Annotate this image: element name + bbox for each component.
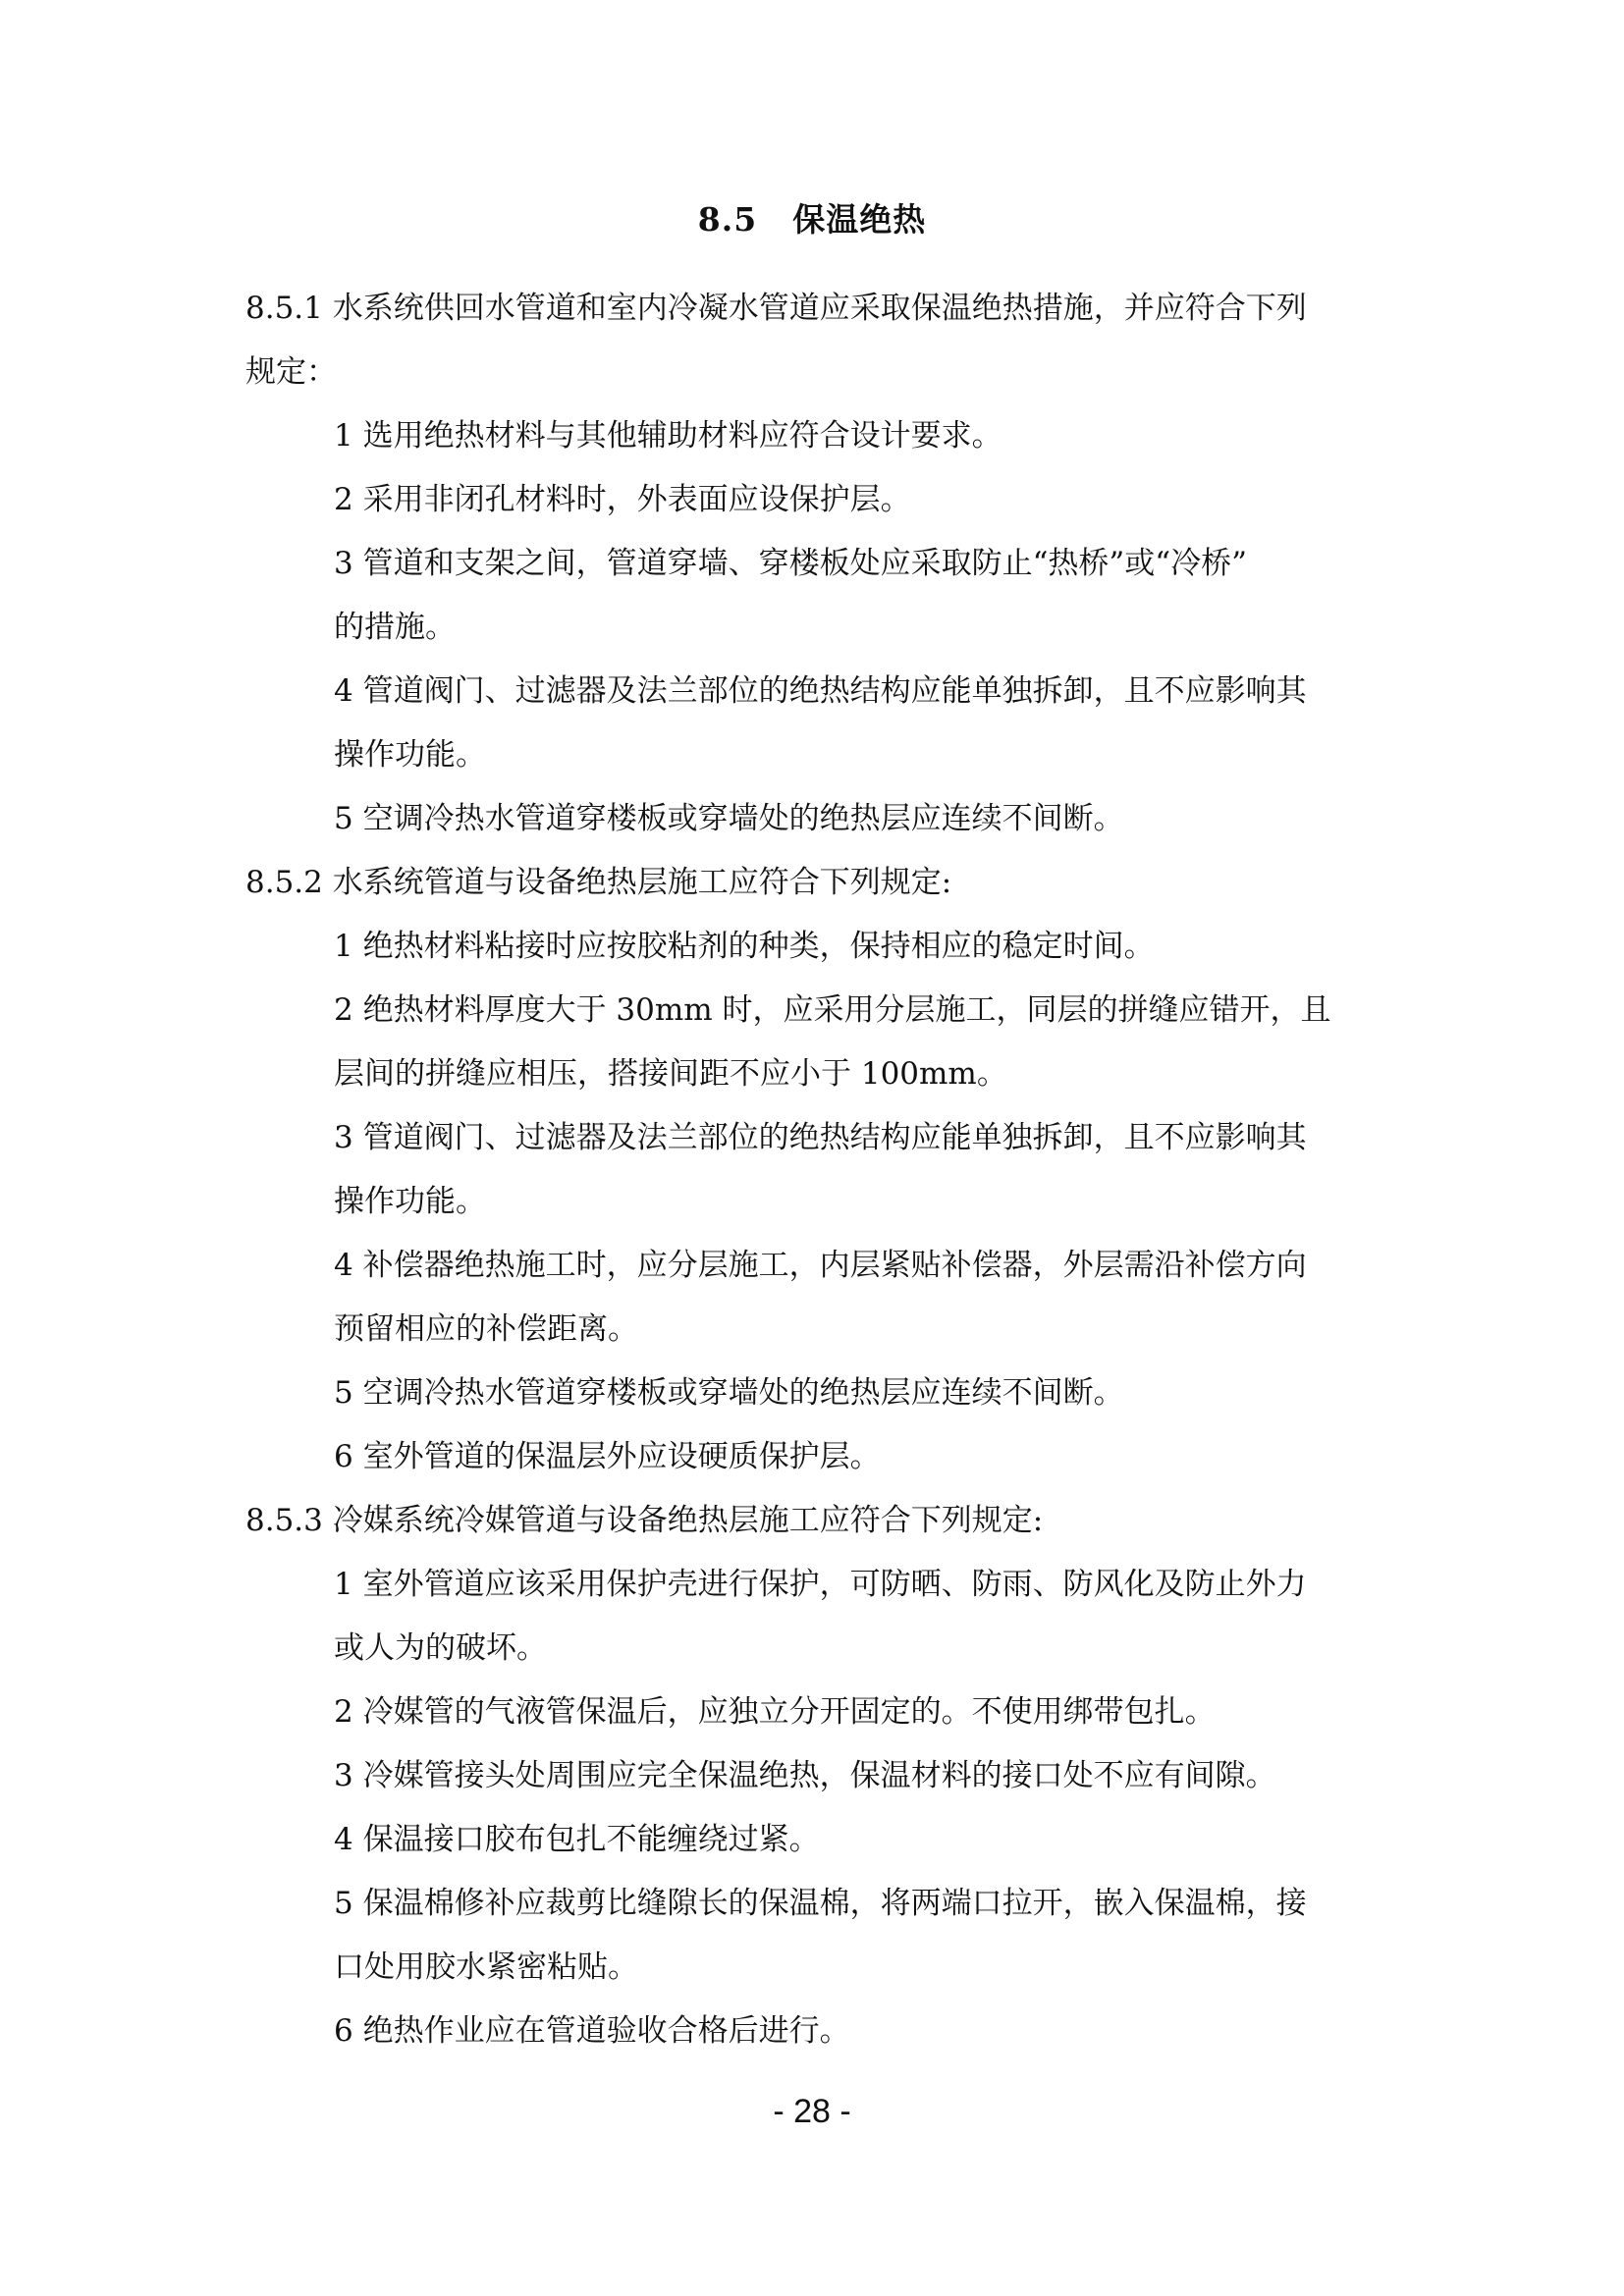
item-line: 5 空调冷热水管道穿楼板或穿墙处的绝热层应连续不间断。 bbox=[334, 1375, 1124, 1411]
section-body bbox=[245, 277, 1389, 2063]
item-line: 2 冷媒管的气液管保温后，应独立分开固定的。不使用绑带包扎。 bbox=[334, 1694, 1216, 1730]
section-number: 8.5 bbox=[697, 200, 758, 239]
clause-line: 8.5.1 水系统供回水管道和室内冷凝水管道应采取保温绝热措施，并应符合下列 bbox=[245, 291, 1307, 326]
item-line: 5 空调冷热水管道穿楼板或穿墙处的绝热层应连续不间断。 bbox=[334, 801, 1124, 836]
section-title-text: 保温绝热 bbox=[792, 200, 927, 239]
item-line: 1 选用绝热材料与其他辅助材料应符合设计要求。 bbox=[334, 418, 1002, 454]
item-line: 预留相应的补偿距离。 bbox=[334, 1311, 638, 1347]
item-line: 1 绝热材料粘接时应按胶粘剂的种类，保持相应的稳定时间。 bbox=[334, 929, 1155, 964]
item-line: 3 冷媒管接头处周围应完全保温绝热，保温材料的接口处不应有间隙。 bbox=[334, 1758, 1276, 1793]
item-line: 操作功能。 bbox=[334, 737, 486, 773]
item-line: 1 室外管道应该采用保护壳进行保护，可防晒、防雨、防风化及防止外力 bbox=[334, 1567, 1307, 1602]
item-line: 操作功能。 bbox=[334, 1184, 486, 1219]
clause-line: 8.5.2 水系统管道与设备绝热层施工应符合下列规定: bbox=[245, 865, 952, 900]
item-line: 6 绝热作业应在管道验收合格后进行。 bbox=[334, 2013, 850, 2049]
item-line: 层间的拼缝应相压，搭接间距不应小于 100mm。 bbox=[334, 1056, 1007, 1092]
item-line: 的措施。 bbox=[334, 610, 456, 645]
item-line: 4 管道阀门、过滤器及法兰部位的绝热结构应能单独拆卸，且不应影响其 bbox=[334, 673, 1307, 709]
page-number: - 28 - bbox=[773, 2093, 851, 2130]
section-title bbox=[0, 194, 1624, 240]
item-line: 3 管道和支架之间，管道穿墙、穿楼板处应采取防止“热桥”或“冷桥” bbox=[334, 546, 1247, 581]
item-line: 5 保温棉修补应裁剪比缝隙长的保温棉，将两端口拉开，嵌入保温棉，接 bbox=[334, 1886, 1307, 1921]
item-line: 2 绝热材料厚度大于 30mm 时，应采用分层施工，同层的拼缝应错开，且 bbox=[334, 992, 1331, 1028]
clause-line: 规定： bbox=[245, 354, 337, 390]
item-line: 6 室外管道的保温层外应设硬质保护层。 bbox=[334, 1439, 881, 1474]
clause-line: 8.5.3 冷媒系统冷媒管道与设备绝热层施工应符合下列规定: bbox=[245, 1503, 1044, 1538]
item-line: 2 采用非闭孔材料时，外表面应设保护层。 bbox=[334, 482, 911, 517]
item-line: 4 补偿器绝热施工时，应分层施工，内层紧贴补偿器，外层需沿补偿方向 bbox=[334, 1248, 1307, 1283]
item-line: 3 管道阀门、过滤器及法兰部位的绝热结构应能单独拆卸，且不应影响其 bbox=[334, 1120, 1307, 1155]
item-line: 或人为的破坏。 bbox=[334, 1630, 547, 1666]
item-line: 口处用胶水紧密粘贴。 bbox=[334, 1949, 638, 1985]
item-line: 4 保温接口胶布包扎不能缠绕过紧。 bbox=[334, 1822, 820, 1857]
